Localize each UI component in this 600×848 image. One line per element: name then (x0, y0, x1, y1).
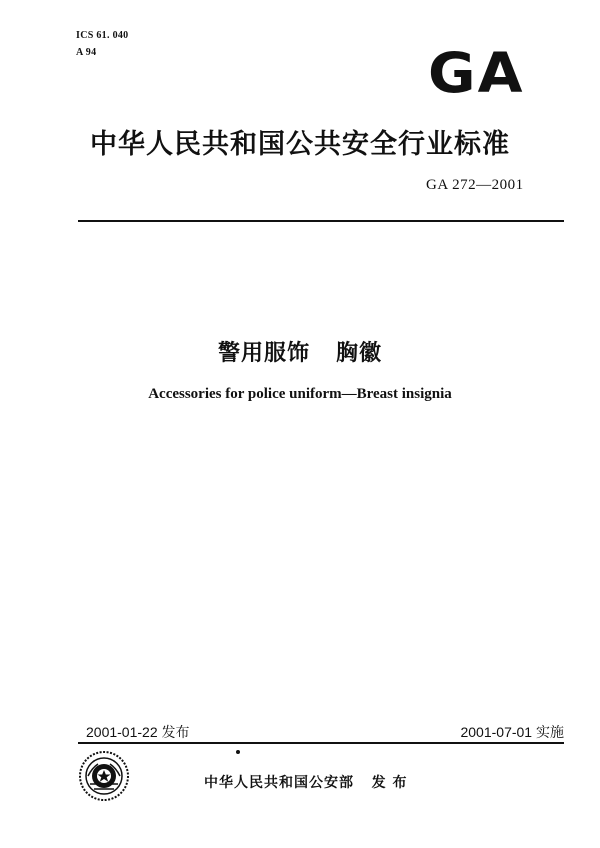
ccs-code: A 94 (76, 47, 97, 58)
ga-logo: GA (428, 40, 525, 106)
standard-number: GA 272—2001 (426, 177, 524, 193)
decorative-dot (236, 750, 240, 754)
implementation-date: 2001-07-01 实施 (460, 724, 564, 740)
top-divider (78, 220, 564, 222)
national-emblem-icon (78, 750, 130, 802)
publisher: 中华人民共和国公安部 发 布 (204, 775, 408, 791)
document-title-english: Accessories for police uniform—Breast insignia (148, 386, 452, 402)
standard-category-title: 中华人民共和国公共安全行业标准 (90, 129, 510, 160)
issue-date: 2001-01-22 发布 (86, 724, 190, 740)
document-title-chinese: 警用服饰 胸徽 (218, 341, 382, 366)
bottom-divider (78, 742, 564, 744)
ics-code: ICS 61. 040 (76, 30, 129, 41)
